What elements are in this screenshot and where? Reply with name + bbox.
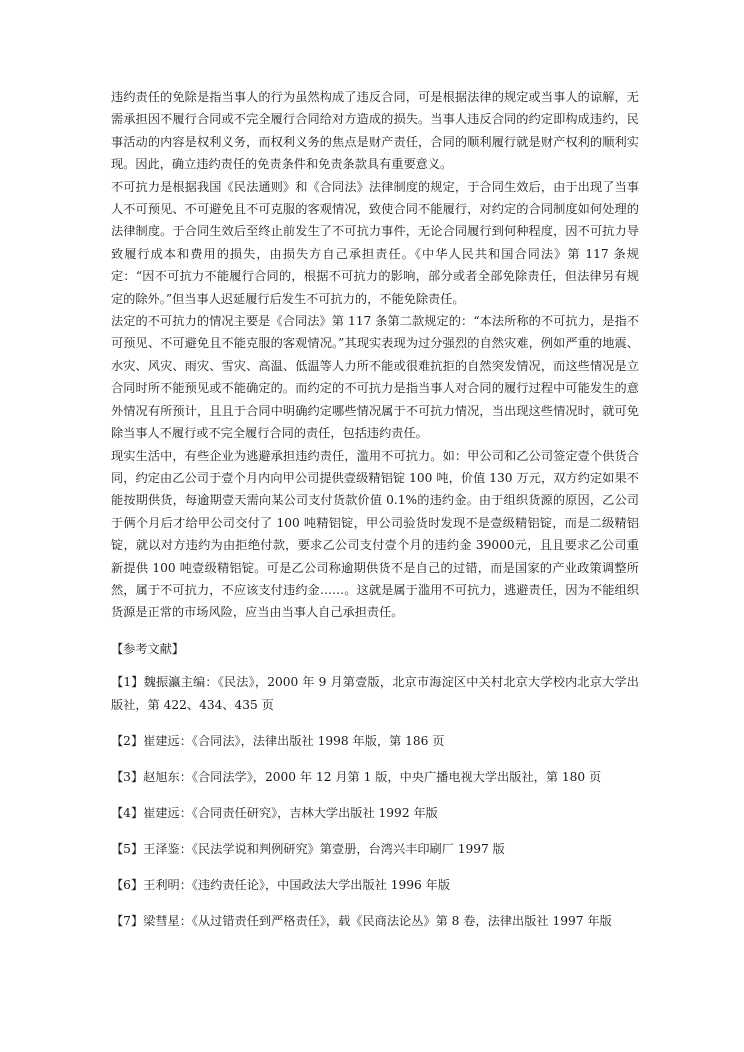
- paragraph-liability-exemption: 违约责任的免除是指当事人的行为虽然构成了违反合同，可是根据法律的规定或当事人的谅解，无需承担因不履行合同或不完全履行合同给对方造成的损失。当事人违反合同的约定即构成违约，民事活动的内容是权利义务，而权利义务的焦点是财产责任，合同的顺利履行就是财产权利的顺利实现。因此，确立违约责任的免责条件和免责条款具有重要意义。: [111, 90, 639, 172]
- references-list: [111, 671, 639, 932]
- document-page: [111, 86, 639, 946]
- paragraph-statutory-force-majeure: 法定的不可抗力的情况主要是《合同法》第 117 条第二款规定的：“本法所称的不可抗力，是指不可预见、不可避免且不能克服的客观情况。”其现实表现为过分强烈的自然灾难，例如严重的地震、水灾、风灾、雨灾、雪灾、高温、低温等人力所不能或很难抗拒的自然突发情况，而这些情况是立合同时所不能预见或不能确定的。而约定的不可抗力是指当事人对合同的履行过程中可能发生的意外情况有所预计，且且于合同中明确约定哪些情况属于不可抗力情况，当出现这些情况时，就可免除当事人不履行或不完全履行合同的责任，包括违约责任。: [111, 314, 639, 441]
- reference-item: 【3】赵旭东：《合同法学》，2000 年 12 月第 1 版，中央广播电视大学出版社，第 180 页: [111, 769, 602, 784]
- references-heading: 【参考文献】: [111, 641, 185, 656]
- paragraph-force-majeure-definition: 不可抗力是根据我国《民法通则》和《合同法》法律制度的规定，于合同生效后，由于出现了当事人不可预见、不可避免且不可克服的客观情况，致使合同不能履行，对约定的合同制度如何处理的法律制度。于合同生效后至终止前发生了不可抗力事件，无论合同履行到何种程度，因不可抗力导致履行成本和费用的损失，由损失方自己承担责任。《中华人民共和国合同法》第 117 条规定：“因不可抗力不能履行合同的，根据不可抗力的影响，部分或者全部免除责任，但法律另有规定的除外。”但当事人迟延履行后发生不可抗力的，不能免除责任。: [111, 179, 639, 306]
- paragraph-abuse-example: 现实生活中，有些企业为逃避承担违约责任，滥用不可抗力。如：甲公司和乙公司签定壹个供货合同，约定由乙公司于壹个月内向甲公司提供壹级精铝锭 100 吨，价值 130 万元，双方约定如果不能按期供货，每逾期壹天需向某公司支付货款价值 0.1%的违约金。由于组织货源的原因，乙公司于俩个月后才给甲公司交付了 100 吨精铝锭，甲公司验货时发现不是壹级精铝锭，而是二级精铝锭，就以对方违约为由拒绝付款，要求乙公司支付壹个月的违约金 39000元，且且要求乙公司重新提供 100 吨壹级精铝锭。可是乙公司称逾期供货不是自己的过错，而是国家的产业政策调整所然，属于不可抗力，不应该支付违约金……。这就是属于滥用不可抗力，逃避责任，因为不能组织货源是正常的市场风险，应当由当事人自己承担责任。: [111, 448, 639, 620]
- reference-item: 【5】王泽鉴：《民法学说和判例研究》第壹册，台湾兴丰印刷厂 1997 版: [111, 841, 505, 856]
- reference-item: 【4】崔建远：《合同责任研究》，吉林大学出版社 1992 年版: [111, 805, 438, 820]
- reference-item: 【1】魏振瀛主编：《民法》，2000 年 9 月第壹版，北京市海淀区中关村北京大学校内北京大学出版社，第 422、434、435 页: [111, 675, 639, 712]
- reference-item: 【2】崔建远：《合同法》，法律出版社 1998 年版，第 186 页: [111, 733, 445, 748]
- reference-item: 【6】王利明：《违约责任论》，中国政法大学出版社 1996 年版: [111, 877, 451, 892]
- reference-item: 【7】梁彗星：《从过错责任到严格责任》，载《民商法论丛》第 8 卷，法律出版社 1997 年版: [111, 913, 612, 928]
